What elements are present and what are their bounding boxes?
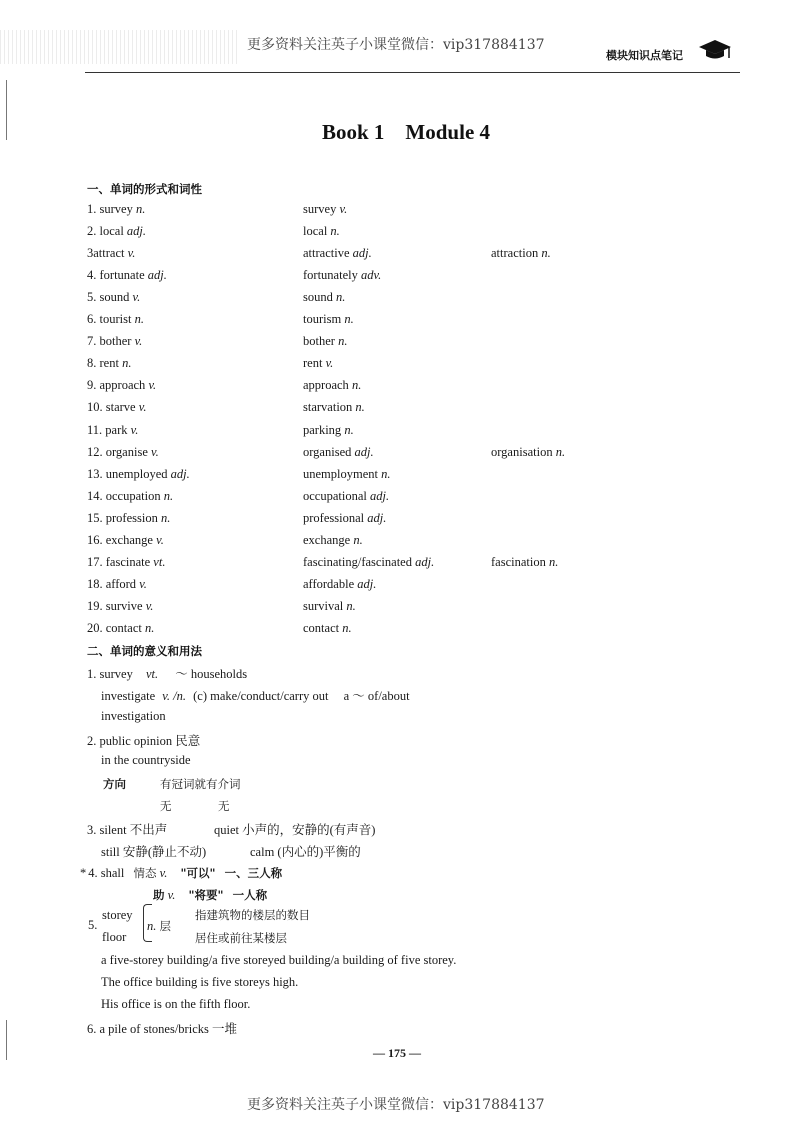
word-form-cell	[87, 621, 154, 636]
word-form-cell	[303, 599, 356, 614]
word: starvation	[303, 400, 353, 414]
part-of-speech: n.	[355, 400, 365, 414]
word: 3attract	[87, 246, 125, 260]
part-of-speech: adj.	[415, 555, 435, 569]
part-of-speech: n.	[134, 312, 144, 326]
word: fascinating/fascinated	[303, 555, 412, 569]
part-of-speech: adj.	[352, 246, 372, 260]
word-form-cell	[87, 334, 142, 349]
header-section-label: 模块知识点笔记	[606, 49, 683, 62]
word-form-cell	[87, 290, 140, 305]
word-form-cell	[303, 489, 389, 504]
word-form-cell	[87, 202, 145, 217]
part-of-speech: n.	[330, 224, 340, 238]
part-of-speech: v.	[134, 334, 143, 348]
word-form-cell	[303, 268, 381, 283]
watermark-bottom: 更多资料关注英子小课堂微信：vip317884137	[247, 1097, 545, 1113]
part-of-speech: v.	[339, 202, 348, 216]
section-heading-usage: 二、单词的意义和用法	[87, 644, 202, 658]
word-form-cell	[87, 489, 173, 504]
word-form-cell	[87, 511, 170, 526]
word-form-cell	[303, 246, 372, 261]
part-of-speech: adj.	[370, 489, 390, 503]
word: 6. tourist	[87, 312, 132, 326]
part-of-speech: v.	[132, 290, 141, 304]
word: 11. park	[87, 423, 128, 437]
margin-line	[6, 80, 7, 140]
graduation-cap-icon	[697, 38, 733, 66]
usage-item-2-note-b: 有冠词就有介词	[160, 777, 241, 791]
word: fortunately	[303, 268, 358, 282]
part-of-speech: adj.	[367, 511, 387, 525]
part-of-speech: n.	[353, 533, 363, 547]
header-rule	[85, 72, 740, 73]
usage-item-2-note-d: 无	[218, 799, 230, 813]
word: survival	[303, 599, 344, 613]
part-of-speech: v.	[138, 400, 147, 414]
part-of-speech: v.	[156, 533, 164, 547]
usage-item-5-pos: n. 层	[147, 919, 171, 933]
bracket	[143, 904, 152, 942]
part-of-speech: v.	[130, 423, 139, 437]
page-number: — 175 —	[373, 1046, 421, 1060]
part-of-speech: adj.	[147, 268, 167, 282]
word-form-cell	[491, 555, 558, 570]
word-form-cell	[87, 268, 167, 283]
word: exchange	[303, 533, 351, 547]
word: occupational	[303, 489, 367, 503]
usage-item-1-line-2: investigate v. /n. (c) make/conduct/carry out a ～ of/about	[101, 689, 410, 703]
word-form-cell	[87, 400, 146, 415]
part-of-speech: n.	[344, 312, 354, 326]
word: 10. starve	[87, 400, 136, 414]
word-form-cell	[303, 445, 374, 460]
word: attraction	[491, 246, 539, 260]
word-form-cell	[87, 445, 159, 460]
word-form-cell	[303, 356, 333, 371]
word-form-cell	[303, 202, 347, 217]
word-form-cell	[303, 334, 347, 349]
word: 7. bother	[87, 334, 132, 348]
word: 14. occupation	[87, 489, 161, 503]
word-form-cell	[303, 555, 434, 570]
usage-item-5-number: 5.	[88, 918, 98, 932]
usage-item-5-def-storey: 指建筑物的楼层的数目	[195, 908, 310, 922]
usage-item-3-calm: calm (内心的)平衡的	[250, 845, 361, 859]
word: parking	[303, 423, 342, 437]
word-form-cell	[491, 246, 551, 261]
word-form-cell	[303, 511, 386, 526]
word: 20. contact	[87, 621, 142, 635]
part-of-speech: adj.	[357, 577, 377, 591]
word-form-cell	[303, 378, 361, 393]
word: 19. survive	[87, 599, 143, 613]
part-of-speech: n.	[541, 246, 551, 260]
usage-item-6: 6. a pile of stones/bricks 一堆	[87, 1022, 237, 1036]
part-of-speech: adj.	[126, 224, 147, 238]
word: sound	[303, 290, 333, 304]
word: approach	[303, 378, 349, 392]
part-of-speech: n.	[381, 467, 391, 481]
word: professional	[303, 511, 365, 525]
usage-item-2: 2. public opinion 民意	[87, 734, 201, 748]
part-of-speech: v.	[148, 378, 157, 392]
usage-item-1: 1. survey vt. ～ households	[87, 667, 248, 681]
usage-item-2-note-a: 方向	[103, 777, 126, 791]
word-form-cell	[87, 423, 138, 438]
word-form-cell	[303, 467, 391, 482]
word-form-cell	[87, 467, 190, 482]
word-form-cell	[303, 400, 365, 415]
part-of-speech: n.	[346, 599, 356, 613]
word: survey	[303, 202, 337, 216]
word: organised	[303, 445, 352, 459]
word: 4. fortunate	[87, 268, 145, 282]
part-of-speech: n.	[342, 621, 352, 635]
word-form-cell	[303, 312, 354, 327]
scan-noise	[0, 30, 240, 64]
word-form-cell	[87, 224, 146, 239]
word: 12. organise	[87, 445, 148, 459]
word: 13. unemployed	[87, 467, 168, 481]
word: contact	[303, 621, 340, 635]
word-form-cell	[303, 423, 354, 438]
word-form-cell	[87, 577, 147, 592]
word: organisation	[491, 445, 553, 459]
word: affordable	[303, 577, 355, 591]
usage-item-5-example-1: a five-storey building/a five storeyed building/a building of five storey.	[101, 953, 457, 967]
page-title: Book 1 Module 4	[322, 120, 491, 144]
usage-item-1-line-3: investigation	[101, 709, 166, 723]
part-of-speech: adv.	[360, 268, 382, 282]
word-form-cell	[303, 621, 352, 636]
usage-item-5-storey: storey	[102, 908, 133, 922]
usage-item-3-quiet: quiet 小声的，安静的(有声音)	[214, 823, 376, 837]
part-of-speech: n.	[160, 511, 171, 525]
usage-item-4-line-2: 助 v. "将要" 一人称	[153, 888, 268, 902]
word-form-cell	[87, 555, 165, 570]
usage-item-2-line-2: in the countryside	[101, 753, 191, 767]
usage-item-3: 3. silent 不出声	[87, 823, 168, 837]
watermark-top: 更多资料关注英子小课堂微信：vip317884137	[247, 37, 545, 53]
part-of-speech: adj.	[354, 445, 374, 459]
word: 9. approach	[87, 378, 146, 392]
word-form-cell	[491, 445, 565, 460]
word: 5. sound	[87, 290, 130, 304]
usage-item-5-example-2: The office building is five storeys high.	[101, 975, 299, 989]
word-form-cell	[87, 246, 135, 261]
word: 18. afford	[87, 577, 137, 591]
word: 16. exchange	[87, 533, 153, 547]
word-form-cell	[87, 312, 144, 327]
part-of-speech: v.	[127, 246, 136, 260]
usage-item-4: * 4. shall 情态 v. "可以" 一、三人称	[80, 866, 283, 880]
word: fascination	[491, 555, 546, 569]
word: bother	[303, 334, 335, 348]
part-of-speech: n.	[135, 202, 146, 216]
usage-item-3-still: still 安静(静止不动)	[101, 845, 207, 859]
usage-item-5-floor: floor	[102, 930, 127, 944]
word-form-cell	[87, 533, 164, 548]
word: attractive	[303, 246, 350, 260]
part-of-speech: v.	[325, 356, 334, 370]
part-of-speech: n.	[336, 290, 346, 304]
usage-item-2-note-c: 无	[160, 799, 172, 813]
word: rent	[303, 356, 323, 370]
usage-item-5-example-3: His office is on the fifth floor.	[101, 997, 251, 1011]
word: 15. profession	[87, 511, 158, 525]
word: local	[303, 224, 328, 238]
part-of-speech: n.	[122, 356, 132, 370]
part-of-speech: n.	[555, 445, 566, 459]
word: 8. rent	[87, 356, 119, 370]
word-form-cell	[87, 356, 131, 371]
section-heading-forms: 一、单词的形式和词性	[87, 182, 202, 196]
part-of-speech: vt.	[153, 555, 166, 569]
margin-line	[6, 1020, 7, 1060]
word-form-cell	[87, 599, 153, 614]
usage-item-5-def-floor: 居住或前往某楼层	[195, 931, 287, 945]
part-of-speech: v.	[139, 577, 147, 591]
word: 1. survey	[87, 202, 133, 216]
part-of-speech: n.	[344, 423, 354, 437]
part-of-speech: adj.	[170, 467, 190, 481]
word: 2. local	[87, 224, 124, 238]
word: tourism	[303, 312, 342, 326]
word: 17. fascinate	[87, 555, 151, 569]
word-form-cell	[87, 378, 156, 393]
part-of-speech: v.	[151, 445, 159, 459]
word-form-cell	[303, 533, 363, 548]
part-of-speech: n.	[338, 334, 348, 348]
word-form-cell	[303, 290, 345, 305]
word: unemployment	[303, 467, 378, 481]
part-of-speech: v.	[145, 599, 154, 613]
part-of-speech: n.	[144, 621, 155, 635]
part-of-speech: n.	[548, 555, 559, 569]
part-of-speech: n.	[163, 489, 174, 503]
word-form-cell	[303, 577, 376, 592]
part-of-speech: n.	[351, 378, 362, 392]
word-form-cell	[303, 224, 340, 239]
